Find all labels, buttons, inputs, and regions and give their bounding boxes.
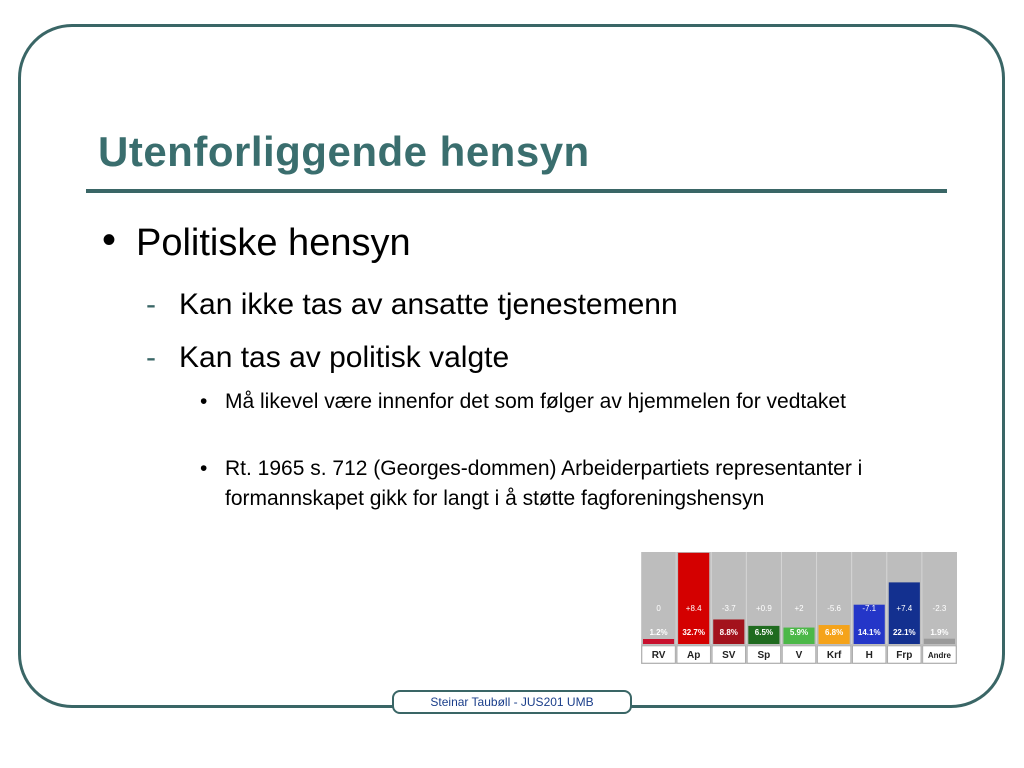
change-label: -7.1 [862, 604, 877, 613]
change-label: 0 [656, 604, 661, 613]
value-label: 22.1% [892, 628, 916, 637]
value-label: 6.5% [754, 628, 774, 637]
change-label: -3.7 [721, 604, 736, 613]
subbullet-dash: - [146, 288, 156, 321]
category-label: H [865, 650, 873, 661]
bar-andre [924, 639, 955, 644]
category-label: Ap [686, 650, 701, 661]
subbullet-text: Kan tas av politisk valgte [179, 341, 510, 374]
category-label: V [795, 650, 803, 661]
subbullet-dash: - [146, 341, 156, 374]
footer-label: Steinar Taubøll - JUS201 UMB [392, 690, 632, 714]
value-label: 1.9% [930, 628, 949, 637]
subsubbullet-text: Rt. 1965 s. 712 (Georges-dommen) Arbeiderpartiets representanter i formannskapet gikk for langt i å støtte fagforeningshensyn [225, 457, 863, 510]
chart-svg [641, 552, 957, 664]
bullet-text: Politiske hensyn [136, 222, 411, 264]
subsubbullet-text: Må likevel være innenfor det som følger av hjemmelen for vedtaket [225, 390, 846, 413]
category-label: Sp [757, 650, 771, 661]
value-label: 6.8% [824, 628, 844, 637]
change-label: +2 [794, 604, 804, 613]
slide-title: Utenforliggende hensyn [98, 128, 590, 175]
change-label: +0.9 [755, 604, 772, 613]
subsubbullet-dot-icon: • [200, 457, 208, 480]
value-label: 8.8% [719, 628, 738, 637]
title-underline [86, 189, 947, 193]
category-label: SV [722, 650, 736, 661]
bullet-dot-icon: • [102, 218, 117, 262]
value-label: 5.9% [789, 628, 809, 637]
value-label: 14.1% [857, 628, 881, 637]
subsubbullet-dot-icon: • [200, 390, 208, 413]
category-label: RV [651, 650, 666, 661]
subbullet-text: Kan ikke tas av ansatte tjenestemenn [179, 288, 678, 321]
bar-rv [643, 639, 674, 644]
election-results-chart [641, 552, 957, 664]
change-label: +8.4 [685, 604, 702, 613]
value-label: 1.2% [649, 628, 668, 637]
category-label: Krf [826, 650, 842, 661]
change-label: -5.6 [827, 604, 842, 613]
value-label: 32.7% [682, 628, 706, 637]
change-label: -2.3 [932, 604, 947, 613]
category-label: Andre [927, 651, 952, 660]
category-label: Frp [896, 650, 913, 661]
change-label: +7.4 [896, 604, 913, 613]
